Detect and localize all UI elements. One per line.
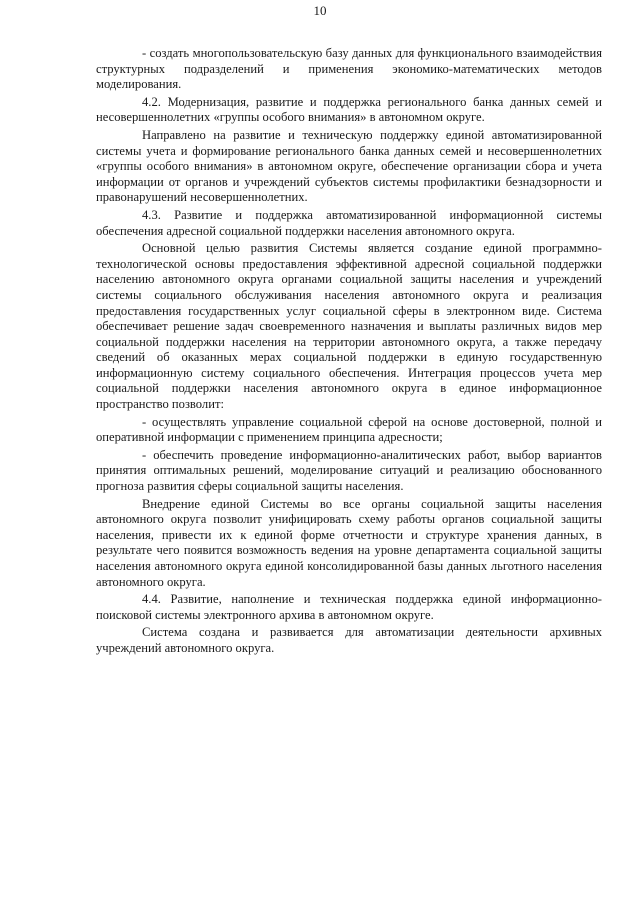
paragraph-4-3-goal: Основной целью развития Системы является создание единой программно-технологической основы предоставления эффективной адресной социальной поддержки населению автономного округа органами социальной защиты населения и учреждений системы социального обслуживания населения автономного округа и реализация предоставления государственных услуг социальной сферы в электронном виде. Система обеспечивает решение задач своевременного назначения и выплаты различных видов мер социальной поддержки населения на территории автономного округа, а также передачу сведений об оказанных мерах социальной поддержки в единую государственную информационную систему социального обеспечения. Интеграция процессов учета мер социальной поддержки населения автономного округа в единое информационное пространство позволит: <box>96 241 602 412</box>
paragraph-4-4-description: Система создана и развивается для автоматизации деятельности архивных учреждений автономного округа. <box>96 625 602 655</box>
paragraph-4-3-implementation: Внедрение единой Системы во все органы социальной защиты населения автономного округа позволит унифицировать схему работы органов социальной защиты населения, привести их к единой форме отчетности и структуре хранения данных, в результате чего появится возможность ведения на уровне департамента социальной защиты населения автономного округа единой консолидированной базы данных льготного населения автономного округа. <box>96 496 602 589</box>
section-heading-4-3: 4.3. Развитие и поддержка автоматизированной информационной системы обеспечения адресной социальной поддержки населения автономного округа. <box>96 207 602 238</box>
section-heading-4-2: 4.2. Модернизация, развитие и поддержка регионального банка данных семей и несовершеннолетних «группы особого внимания» в автономном округе. <box>96 94 602 125</box>
page-number: 10 <box>313 3 327 18</box>
paragraph-bullet-management: - осуществлять управление социальной сферой на основе достоверной, полной и оперативной информации с применением принципа адресности; <box>96 414 602 445</box>
section-heading-4-4: 4.4. Развитие, наполнение и техническая поддержка единой информационно-поисковой системы электронного архива в автономном округе. <box>96 592 602 622</box>
paragraph-bullet-analytics: - обеспечить проведение информационно-аналитических работ, выбор вариантов принятия оптимальных решений, моделирование ситуаций и реализацию обоснованного прогноза развития сферы социальной защиты населения. <box>96 447 602 494</box>
document-body <box>96 46 602 659</box>
paragraph-4-2-description: Направлено на развитие и техническую поддержку единой автоматизированной системы учета и формирование регионального банка данных семей и несовершеннолетних «группы особого внимания» в автономном округе, обеспечение организации сбора и учета информации от органов и учреждений субъектов системы профилактики безнадзорности и правонарушений несовершеннолетних. <box>96 127 602 205</box>
paragraph-bullet-database: - создать многопользовательскую базу данных для функционального взаимодействия структурных подразделений и применения экономико-математических методов моделирования. <box>96 46 602 92</box>
